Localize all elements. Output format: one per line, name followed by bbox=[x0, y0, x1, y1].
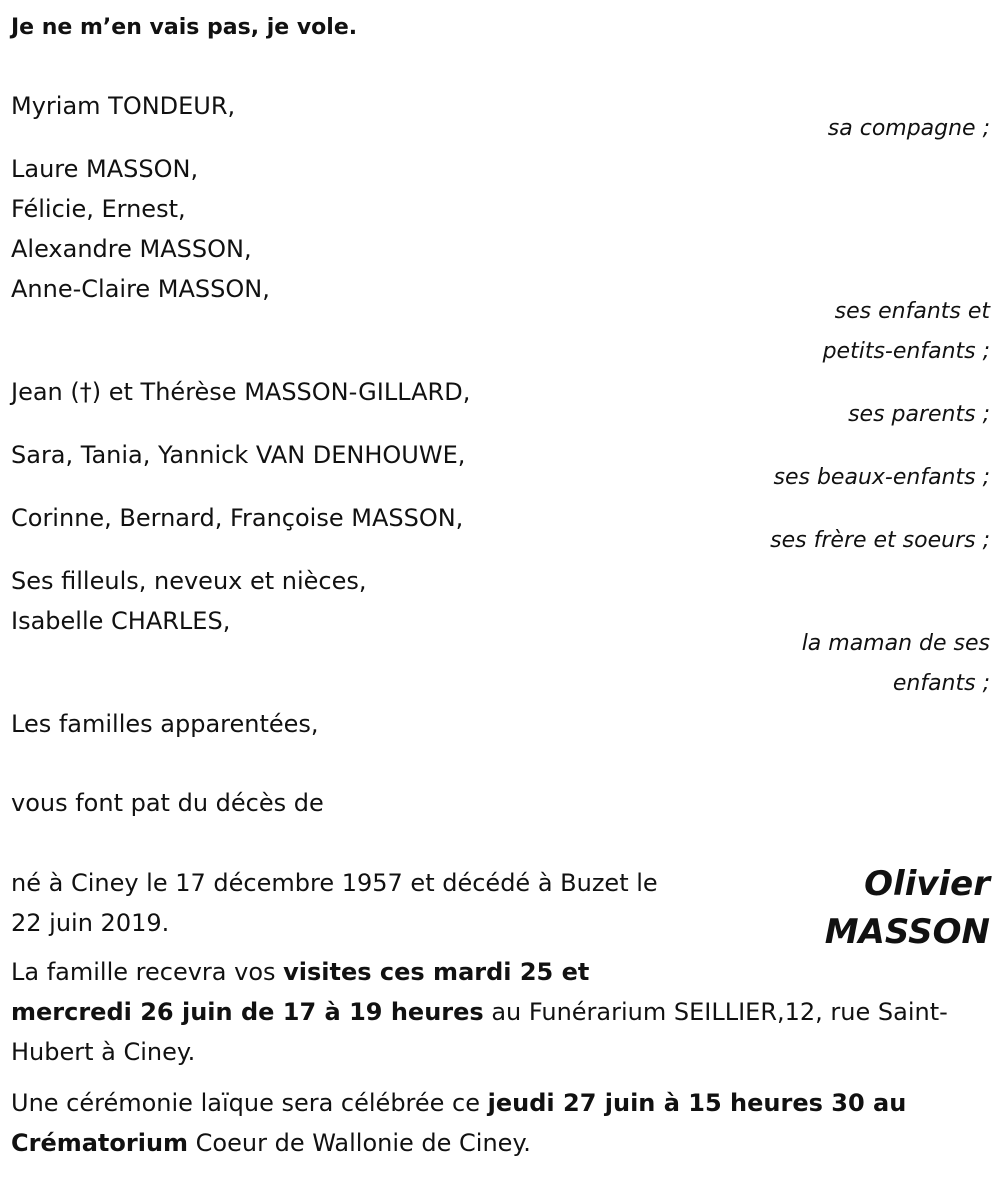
parents-relation: ses parents ; bbox=[848, 402, 990, 427]
birth-death-line: né à Ciney le 17 décembre 1957 et décédé à Buzet le bbox=[11, 869, 658, 897]
deceased-first-name: Olivier bbox=[864, 864, 990, 904]
child-name: Anne-Claire MASSON, bbox=[11, 275, 270, 303]
children-relation-line: petits-enfants ; bbox=[822, 339, 990, 364]
children-relation-line: ses enfants et bbox=[834, 299, 990, 324]
mother-relation-line: enfants ; bbox=[892, 671, 990, 696]
mother-of-children-name: Isabelle CHARLES, bbox=[11, 607, 231, 635]
visits-line-1 bbox=[11, 952, 589, 992]
visits-bold-2: mercredi 26 juin de 17 à 19 heures bbox=[11, 998, 484, 1026]
stepchildren-relation: ses beaux-enfants ; bbox=[773, 465, 990, 490]
partner-relation: sa compagne ; bbox=[827, 116, 990, 141]
child-name: Félicie, Ernest, bbox=[11, 195, 186, 223]
ceremony-line-1 bbox=[11, 1083, 906, 1123]
ceremony-bold-2: Crématorium bbox=[11, 1129, 189, 1157]
deceased-last-name: MASSON bbox=[824, 912, 990, 952]
child-name: Alexandre MASSON, bbox=[11, 235, 252, 263]
related-families: Les familles apparentées, bbox=[11, 710, 319, 738]
visits-bold-1: visites ces mardi 25 et bbox=[283, 958, 590, 986]
visits-line-2 bbox=[11, 992, 948, 1032]
visits-intro: La famille recevra vos bbox=[11, 958, 284, 986]
visits-rest: au Funérarium SEILLIER,12, rue Saint- bbox=[483, 998, 948, 1026]
ceremony-line-2 bbox=[11, 1123, 531, 1163]
ceremony-bold-1: jeudi 27 juin à 15 heures 30 au bbox=[487, 1089, 907, 1117]
partner-name: Myriam TONDEUR, bbox=[11, 92, 236, 120]
announcement: vous font pat du décès de bbox=[11, 789, 324, 817]
motto: Je ne m’en vais pas, je vole. bbox=[11, 15, 358, 40]
ceremony-rest: Coeur de Wallonie de Ciney. bbox=[188, 1129, 531, 1157]
godchildren-line: Ses filleuls, neveux et nièces, bbox=[11, 567, 367, 595]
siblings-relation: ses frère et soeurs ; bbox=[770, 528, 990, 553]
child-name: Laure MASSON, bbox=[11, 155, 199, 183]
mother-relation-line: la maman de ses bbox=[801, 631, 990, 656]
birth-death-line: 22 juin 2019. bbox=[11, 909, 170, 937]
parents-names: Jean (†) et Thérèse MASSON-GILLARD, bbox=[11, 378, 471, 406]
ceremony-intro: Une cérémonie laïque sera célébrée ce bbox=[11, 1089, 488, 1117]
visits-line-3: Hubert à Ciney. bbox=[11, 1038, 196, 1066]
stepchildren-names: Sara, Tania, Yannick VAN DENHOUWE, bbox=[11, 441, 466, 469]
siblings-names: Corinne, Bernard, Françoise MASSON, bbox=[11, 504, 464, 532]
